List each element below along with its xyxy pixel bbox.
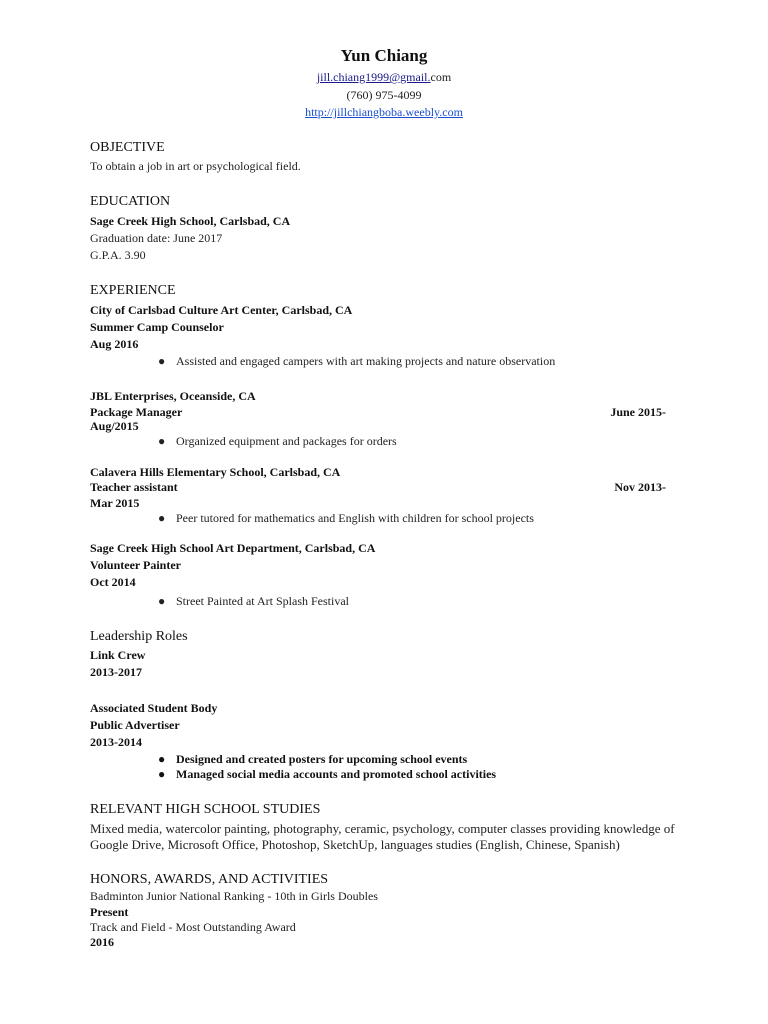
website-link[interactable]: http://jillchiangboba.weebly.com	[305, 105, 463, 119]
job-date: Oct 2014	[90, 575, 136, 589]
job-date: Aug 2016	[90, 337, 139, 351]
studies-text: Mixed media, watercolor painting, photography, ceramic, psychology, computer classes providing knowledge of	[90, 821, 675, 836]
graduation-date: Graduation date: June 2017	[90, 231, 223, 245]
studies-heading: RELEVANT HIGH SCHOOL STUDIES	[90, 802, 321, 817]
role-bullet	[158, 766, 496, 782]
job-date: Aug/2015	[90, 419, 139, 433]
email-link[interactable]: jill.chiang1999@gmail.	[316, 70, 431, 84]
email-line	[0, 69, 768, 85]
job-bullet	[158, 510, 534, 526]
bullet-text: Peer tutored for mathematics and English with children for school projects	[176, 511, 534, 525]
job-role: Package Manager	[90, 405, 183, 419]
honor-date: Present	[90, 905, 129, 919]
bullet-text: Managed social media accounts and promoted school activities	[176, 767, 497, 781]
school-name: Sage Creek High School, Carlsbad, CA	[90, 214, 291, 228]
role-title: Public Advertiser	[90, 718, 180, 732]
role-date: 2013-2014	[90, 735, 142, 749]
job-bullet	[158, 433, 397, 449]
resume-name: Yun Chiang	[340, 46, 428, 65]
email-tail: com	[430, 70, 452, 84]
studies-text: Google Drive, Microsoft Office, Photoshop, SketchUp, languages studies (English, Chinese, Spanish)	[90, 837, 620, 852]
experience-heading: EXPERIENCE	[90, 283, 176, 298]
role-org: Link Crew	[90, 648, 146, 662]
honor-title: Track and Field - Most Outstanding Award	[90, 920, 296, 934]
website-line	[0, 104, 768, 120]
honor-date: 2016	[90, 935, 114, 949]
bullet-icon: ●	[158, 511, 166, 525]
bullet-icon: ●	[158, 354, 166, 368]
job-bullet	[158, 353, 555, 369]
role-date: 2013-2017	[90, 665, 142, 679]
job-role: Volunteer Painter	[90, 558, 181, 572]
job-role: Summer Camp Counselor	[90, 320, 224, 334]
bullet-icon: ●	[158, 594, 166, 608]
bullet-text: Street Painted at Art Splash Festival	[176, 594, 349, 608]
honors-heading: HONORS, AWARDS, AND ACTIVITIES	[90, 872, 329, 887]
job-date: Mar 2015	[90, 496, 140, 510]
job-date-start: June 2015-	[610, 405, 666, 419]
bullet-text: Designed and created posters for upcoming school events	[176, 752, 468, 766]
gpa: G.P.A. 3.90	[90, 248, 146, 262]
leadership-heading: Leadership Roles	[90, 629, 188, 644]
bullet-icon: ●	[158, 767, 166, 781]
job-org: City of Carlsbad Culture Art Center, Carlsbad, CA	[90, 303, 353, 317]
bullet-text: Organized equipment and packages for orders	[176, 434, 397, 448]
job-bullet	[158, 593, 349, 609]
bullet-text: Assisted and engaged campers with art making projects and nature observation	[176, 354, 556, 368]
job-org: Sage Creek High School Art Department, Carlsbad, CA	[90, 541, 376, 555]
phone: (760) 975-4099	[346, 88, 422, 102]
job-org: Calavera Hills Elementary School, Carlsbad, CA	[90, 465, 341, 479]
objective-heading: OBJECTIVE	[90, 140, 165, 155]
bullet-icon: ●	[158, 434, 166, 448]
job-role: Teacher assistant	[90, 480, 178, 494]
job-date-start: Nov 2013-	[614, 480, 666, 494]
bullet-icon: ●	[158, 752, 166, 766]
education-heading: EDUCATION	[90, 194, 171, 209]
job-org: JBL Enterprises, Oceanside, CA	[90, 389, 256, 403]
role-bullet	[158, 751, 467, 767]
role-org: Associated Student Body	[90, 701, 218, 715]
honor-title: Badminton Junior National Ranking - 10th in Girls Doubles	[90, 889, 378, 903]
objective-text: To obtain a job in art or psychological field.	[90, 159, 301, 173]
